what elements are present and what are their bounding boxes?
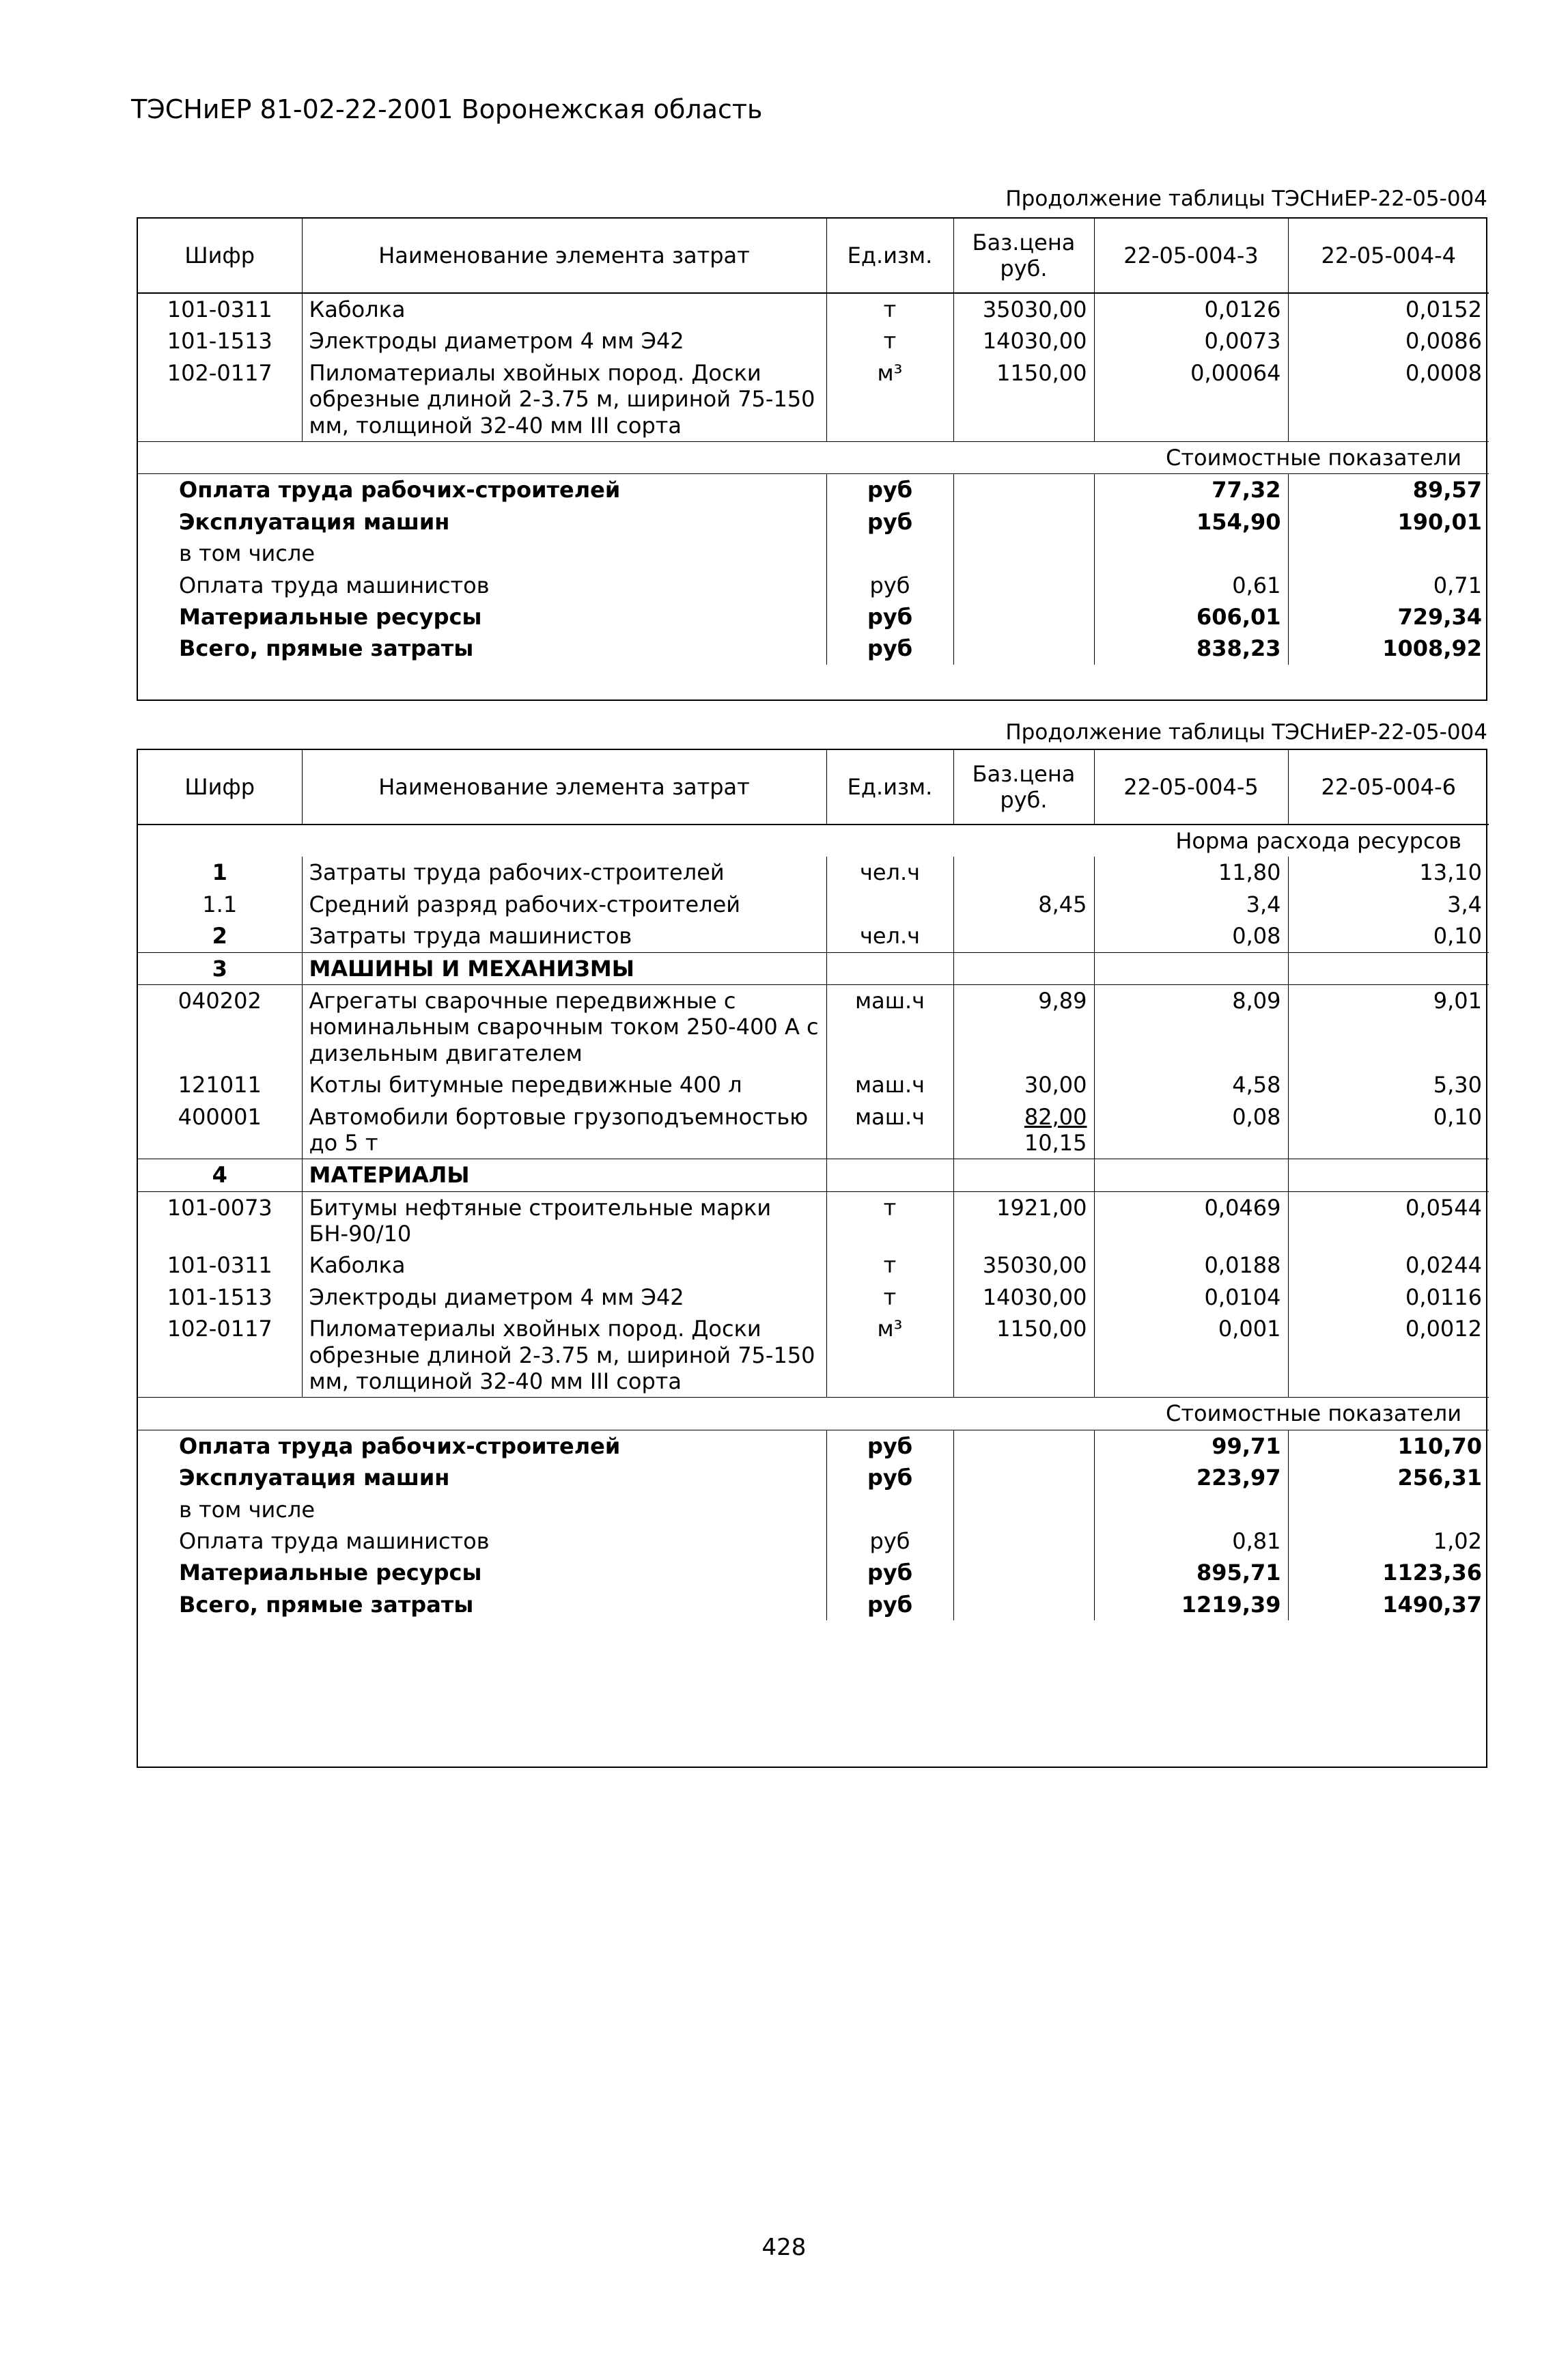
summary-value-col-1: 606,01 — [1094, 601, 1288, 633]
price-value: 8,45 — [1038, 891, 1087, 917]
value-col-2: 9,01 — [1288, 984, 1489, 1069]
value-col-1: 0,00064 — [1094, 357, 1288, 442]
summary-row — [138, 570, 1489, 601]
summary-name: в том числе — [179, 540, 315, 567]
summary-price-empty — [953, 570, 1094, 601]
value-col-1: 11,80 — [1094, 857, 1288, 888]
value-col-2: 13,10 — [1288, 857, 1489, 888]
summary-row — [138, 601, 1489, 633]
value-col-1: 8,09 — [1094, 984, 1288, 1069]
summary-price-empty — [953, 633, 1094, 664]
header-price: Баз.цена руб. — [953, 750, 1094, 825]
value-col-1: 0,0073 — [1094, 325, 1288, 357]
summary-price-empty — [953, 474, 1094, 506]
cost-label-row — [138, 441, 1489, 473]
header-name: Наименование элемента затрат — [302, 219, 826, 293]
summary-value-col-2: 1490,37 — [1288, 1589, 1489, 1620]
resource-code: 121011 — [178, 1072, 262, 1098]
header-price: Баз.цена руб. — [953, 219, 1094, 293]
resource-code: 1 — [212, 859, 227, 886]
table-row — [138, 889, 1489, 920]
summary-unit — [826, 538, 953, 569]
summary-name: Всего, прямые затраты — [179, 635, 474, 662]
summary-unit: руб — [826, 1430, 953, 1462]
norm-label: Норма расхода ресурсов — [138, 825, 1489, 857]
summary-unit: руб — [826, 1589, 953, 1620]
header-col-1: 22-05-004-3 — [1094, 219, 1288, 293]
price-value: 9,89 — [1038, 987, 1087, 1014]
summary-unit: руб — [826, 570, 953, 601]
table2 — [137, 749, 1487, 1768]
resource-unit: т — [826, 293, 953, 325]
price-value: 1150,00 — [996, 1316, 1087, 1342]
resource-code: 101-0311 — [167, 1252, 272, 1279]
resource-price — [953, 1191, 1094, 1249]
summary-value-col-2: 729,34 — [1288, 601, 1489, 633]
summary-unit: руб — [826, 601, 953, 633]
value-col-2: 0,0008 — [1288, 357, 1489, 442]
header-col-2: 22-05-004-4 — [1288, 219, 1489, 293]
header-name: Наименование элемента затрат — [302, 750, 826, 825]
resource-unit: т — [826, 1191, 953, 1249]
summary-row — [138, 1494, 1489, 1525]
page-header: ТЭСНиЕР 81-02-22-2001 Воронежская область — [131, 94, 763, 124]
resource-price — [953, 1101, 1094, 1159]
price-value: 30,00 — [1024, 1072, 1087, 1098]
resource-unit: чел.ч — [826, 857, 953, 888]
price-value: 14030,00 — [982, 1284, 1087, 1310]
summary-name: Оплата труда рабочих-строителей — [138, 474, 826, 506]
resource-code: 400001 — [178, 1103, 262, 1130]
value-col-1: 0,0188 — [1094, 1249, 1288, 1281]
value-col-2: 5,30 — [1288, 1069, 1489, 1100]
table2-header-row — [138, 750, 1489, 825]
resource-price — [953, 1282, 1094, 1313]
table-row — [138, 1282, 1489, 1313]
summary-unit: руб — [826, 506, 953, 538]
summary-price-empty — [953, 1430, 1094, 1462]
header-code: Шифр — [138, 750, 302, 825]
cost-label: Стоимостные показатели — [138, 441, 1489, 473]
summary-value-col-1: 1219,39 — [1094, 1589, 1288, 1620]
value-col-2: 0,0544 — [1288, 1191, 1489, 1249]
summary-name: Оплата труда машинистов — [179, 572, 490, 598]
resource-price — [953, 1313, 1094, 1398]
resource-code: 040202 — [178, 987, 262, 1014]
resource-unit: маш.ч — [826, 1101, 953, 1159]
summary-unit: руб — [826, 1557, 953, 1588]
value-col-1: 4,58 — [1094, 1069, 1288, 1100]
summary-value-col-2: 190,01 — [1288, 506, 1489, 538]
header-code: Шифр — [138, 219, 302, 293]
summary-value-col-1 — [1094, 538, 1288, 569]
table-row — [138, 1069, 1489, 1100]
resource-price — [953, 1249, 1094, 1281]
cost-label-row — [138, 1398, 1489, 1430]
resource-code: 1.1 — [202, 891, 238, 917]
price-value: 1150,00 — [996, 359, 1087, 386]
table-row — [138, 325, 1489, 357]
resource-price — [953, 357, 1094, 442]
resource-price — [953, 857, 1094, 888]
header-unit: Ед.изм. — [826, 219, 953, 293]
summary-value-col-2: 89,57 — [1288, 474, 1489, 506]
summary-value-col-2: 1008,92 — [1288, 633, 1489, 664]
summary-row — [138, 1462, 1489, 1493]
summary-price-empty — [953, 506, 1094, 538]
summary-price-empty — [953, 1589, 1094, 1620]
summary-value-col-1: 77,32 — [1094, 474, 1288, 506]
table-row — [138, 920, 1489, 952]
resource-price — [953, 984, 1094, 1069]
resource-unit: м³ — [826, 1313, 953, 1398]
summary-name: Оплата труда машинистов — [179, 1527, 490, 1554]
price-value: 1921,00 — [996, 1194, 1087, 1221]
summary-value-col-2 — [1288, 1494, 1489, 1525]
resource-code: 101-0311 — [167, 296, 272, 322]
resource-price — [953, 1159, 1094, 1191]
summary-row — [138, 1525, 1489, 1557]
resource-code: 101-0073 — [167, 1194, 272, 1221]
table-row — [138, 1313, 1489, 1398]
summary-value-col-2 — [1288, 538, 1489, 569]
price-value: 14030,00 — [982, 328, 1087, 355]
summary-value-col-1: 0,61 — [1094, 570, 1288, 601]
value-col-1: 0,001 — [1094, 1313, 1288, 1398]
value-col-1 — [1094, 1159, 1288, 1191]
summary-name: Оплата труда рабочих-строителей — [138, 1430, 826, 1462]
resource-code: 101-1513 — [167, 328, 272, 355]
summary-price-empty — [953, 601, 1094, 633]
value-col-2: 0,10 — [1288, 1101, 1489, 1159]
table-row — [138, 293, 1489, 325]
resource-unit: м³ — [826, 357, 953, 442]
value-col-2: 0,0244 — [1288, 1249, 1489, 1281]
resource-code: 4 — [138, 1159, 302, 1191]
table1-continuation-caption: Продолжение таблицы ТЭСНиЕР-22-05-004 — [1005, 186, 1487, 211]
resource-name: Пиломатериалы хвойных пород. Доски обрезные длиной 2-3.75 м, шириной 75-150 мм, толщиной 32-40 мм III сорта — [302, 357, 826, 442]
value-col-2 — [1288, 1159, 1489, 1191]
resource-unit — [826, 952, 953, 984]
table-row — [138, 1101, 1489, 1159]
price-value: 82,00 — [1024, 1103, 1087, 1130]
summary-unit: руб — [826, 474, 953, 506]
resource-unit — [826, 1159, 953, 1191]
summary-unit — [826, 1494, 953, 1525]
summary-value-col-1 — [1094, 1494, 1288, 1525]
summary-row — [138, 633, 1489, 664]
resource-unit: маш.ч — [826, 1069, 953, 1100]
table-row — [138, 1191, 1489, 1249]
summary-unit: руб — [826, 633, 953, 664]
resource-unit: чел.ч — [826, 920, 953, 952]
value-col-1: 0,0126 — [1094, 293, 1288, 325]
value-col-2: 0,0152 — [1288, 293, 1489, 325]
resource-name: Битумы нефтяные строительные марки БН-90/10 — [302, 1191, 826, 1249]
summary-row — [138, 1589, 1489, 1620]
resource-name: Средний разряд рабочих-строителей — [302, 889, 826, 920]
resource-name: Агрегаты сварочные передвижные с номинальным сварочным током 250-400 А с дизельным двигателем — [302, 984, 826, 1069]
resource-name: Затраты труда машинистов — [302, 920, 826, 952]
summary-value-col-1: 838,23 — [1094, 633, 1288, 664]
header-unit: Ед.изм. — [826, 750, 953, 825]
resource-name: Электроды диаметром 4 мм Э42 — [302, 1282, 826, 1313]
summary-value-col-2: 1,02 — [1288, 1525, 1489, 1557]
resource-name: Автомобили бортовые грузоподъемностью до 5 т — [302, 1101, 826, 1159]
resource-name: Затраты труда рабочих-строителей — [302, 857, 826, 888]
value-col-1: 0,08 — [1094, 920, 1288, 952]
resource-name: Каболка — [302, 1249, 826, 1281]
summary-value-col-1: 0,81 — [1094, 1525, 1288, 1557]
resource-unit: т — [826, 1249, 953, 1281]
price-value: 35030,00 — [982, 1252, 1087, 1279]
summary-value-col-1: 895,71 — [1094, 1557, 1288, 1588]
header-col-1: 22-05-004-5 — [1094, 750, 1288, 825]
summary-row — [138, 538, 1489, 569]
cost-label: Стоимостные показатели — [138, 1398, 1489, 1430]
summary-name: Материальные ресурсы — [179, 603, 482, 630]
value-col-2: 0,0086 — [1288, 325, 1489, 357]
summary-value-col-1: 99,71 — [1094, 1430, 1288, 1462]
price-value-secondary: 10,15 — [1024, 1129, 1087, 1156]
summary-row — [138, 1430, 1489, 1462]
resource-unit: т — [826, 325, 953, 357]
summary-value-col-1: 223,97 — [1094, 1462, 1288, 1493]
value-col-2: 0,0116 — [1288, 1282, 1489, 1313]
summary-value-col-2: 110,70 — [1288, 1430, 1489, 1462]
resource-name: МАШИНЫ И МЕХАНИЗМЫ — [302, 952, 826, 984]
resource-name: Пиломатериалы хвойных пород. Доски обрезные длиной 2-3.75 м, шириной 75-150 мм, толщиной 32-40 мм III сорта — [302, 1313, 826, 1398]
summary-name: Эксплуатация машин — [179, 1465, 450, 1491]
resource-code: 3 — [138, 952, 302, 984]
table1 — [137, 217, 1487, 701]
summary-row — [138, 506, 1489, 538]
value-col-2: 3,4 — [1288, 889, 1489, 920]
value-col-1: 3,4 — [1094, 889, 1288, 920]
summary-name: Эксплуатация машин — [179, 508, 450, 535]
summary-value-col-2: 256,31 — [1288, 1462, 1489, 1493]
summary-value-col-2: 1123,36 — [1288, 1557, 1489, 1588]
table-row — [138, 984, 1489, 1069]
summary-row — [138, 474, 1489, 506]
resource-price — [953, 325, 1094, 357]
summary-value-col-1: 154,90 — [1094, 506, 1288, 538]
page-number: 428 — [761, 2234, 807, 2261]
summary-price-empty — [953, 1494, 1094, 1525]
summary-price-empty — [953, 1557, 1094, 1588]
summary-name: Материальные ресурсы — [179, 1560, 482, 1586]
table-row — [138, 357, 1489, 442]
value-col-1: 0,08 — [1094, 1101, 1288, 1159]
resource-price — [953, 952, 1094, 984]
summary-price-empty — [953, 1525, 1094, 1557]
resource-price — [953, 920, 1094, 952]
table1-header-row — [138, 219, 1489, 293]
table-row — [138, 857, 1489, 888]
resource-name: Каболка — [302, 293, 826, 325]
value-col-2 — [1288, 952, 1489, 984]
summary-name: Всего, прямые затраты — [179, 1591, 474, 1618]
header-col-2: 22-05-004-6 — [1288, 750, 1489, 825]
table-row — [138, 952, 1489, 984]
resource-name: Электроды диаметром 4 мм Э42 — [302, 325, 826, 357]
summary-unit: руб — [826, 1525, 953, 1557]
resource-price — [953, 1069, 1094, 1100]
summary-row — [138, 1557, 1489, 1588]
summary-unit: руб — [826, 1462, 953, 1493]
value-col-1: 0,0104 — [1094, 1282, 1288, 1313]
summary-name: в том числе — [179, 1496, 315, 1523]
table-row — [138, 1249, 1489, 1281]
summary-value-col-2: 0,71 — [1288, 570, 1489, 601]
table2-continuation-caption: Продолжение таблицы ТЭСНиЕР-22-05-004 — [1005, 720, 1487, 745]
table-row — [138, 1159, 1489, 1191]
resource-unit: маш.ч — [826, 984, 953, 1069]
summary-price-empty — [953, 538, 1094, 569]
resource-price — [953, 889, 1094, 920]
price-value: 35030,00 — [982, 296, 1087, 322]
resource-unit: т — [826, 1282, 953, 1313]
resource-code: 2 — [212, 923, 227, 950]
resource-name: МАТЕРИАЛЫ — [302, 1159, 826, 1191]
value-col-2: 0,10 — [1288, 920, 1489, 952]
resource-code: 102-0117 — [167, 1316, 272, 1342]
norm-label-row — [138, 825, 1489, 857]
resource-name: Котлы битумные передвижные 400 л — [302, 1069, 826, 1100]
resource-code: 101-1513 — [167, 1284, 272, 1310]
value-col-2: 0,0012 — [1288, 1313, 1489, 1398]
resource-price — [953, 293, 1094, 325]
value-col-1: 0,0469 — [1094, 1191, 1288, 1249]
value-col-1 — [1094, 952, 1288, 984]
summary-price-empty — [953, 1462, 1094, 1493]
resource-code: 102-0117 — [167, 359, 272, 386]
resource-unit — [826, 889, 953, 920]
